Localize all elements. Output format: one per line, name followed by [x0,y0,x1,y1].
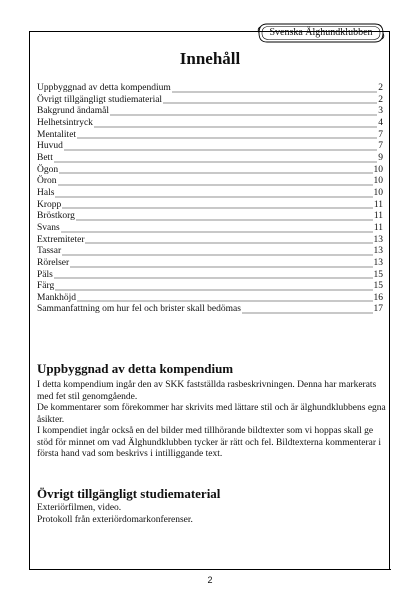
toc-entry-page: 13 [373,257,383,268]
toc-entry-label: Extremiteter [37,234,85,245]
toc-entry[interactable] [37,304,383,316]
toc-dot-leader [94,120,377,128]
toc-entry-label: Mentalitet [37,129,77,140]
paragraph: I detta kompendium ingår den av SKK fastställda rasbeskrivningen. Denna har markerats med fet stil genomgående. [37,380,377,402]
toc-dot-leader [77,131,377,139]
toc-dot-leader [110,108,377,116]
toc-entry-label: Bröstkorg [37,211,75,222]
toc-entry-label: Uppbyggnad av detta kompendium [37,83,171,93]
toc-entry[interactable] [37,258,383,270]
toc-entry[interactable] [37,200,383,212]
toc-entry[interactable] [37,176,383,188]
toc-entry-page: 4 [378,117,383,128]
section-heading-structure: Uppbyggnad av detta kompendium [37,361,234,376]
toc-entry-page: 7 [378,129,383,140]
toc-entry[interactable] [37,293,383,305]
toc-entry-page: 11 [373,222,383,233]
toc-entry[interactable] [37,211,383,223]
toc-entry[interactable] [37,165,383,177]
toc-entry-label: Övrigt tillgängligt studiematerial [37,94,163,105]
toc-dot-leader [54,271,373,279]
toc-dot-leader [62,248,372,256]
toc-entry[interactable] [37,270,383,282]
toc-dot-leader [172,85,377,93]
section-body-material [37,503,387,526]
club-name: Svenska Älghundklubben [269,27,373,38]
section-body-structure [37,380,387,461]
toc-entry-page: 2 [378,94,383,105]
toc-entry-label: Öron [37,176,57,187]
toc-dot-leader [59,166,372,174]
toc-entry-page: 7 [378,141,383,152]
toc-entry-label: Mankhöjd [37,292,77,303]
toc-entry-label: Tassar [37,246,62,257]
toc-entry-page: 11 [373,199,383,210]
toc-entry-label: Hals [37,187,55,198]
toc-dot-leader [85,236,372,244]
toc-entry[interactable] [37,153,383,165]
toc-entry-label: Svans [37,222,60,233]
toc-dot-leader [54,155,377,163]
section-heading-material: Övrigt tillgängligt studiematerial [37,486,221,501]
toc-entry-page: 2 [378,83,383,93]
toc-entry[interactable] [37,281,383,293]
toc-entry-page: 10 [373,187,383,198]
toc-entry-page: 13 [373,246,383,257]
toc-entry[interactable] [37,141,383,153]
toc-entry-page: 16 [373,292,383,303]
paragraph: Protokoll från exteriördomarkonferenser. [37,514,193,525]
toc-dot-leader [64,143,377,151]
toc-entry-page: 17 [373,304,383,315]
toc-entry[interactable] [37,246,383,258]
toc-dot-leader [55,190,372,198]
toc-entry-page: 15 [373,269,383,280]
toc-entry[interactable] [37,223,383,235]
page-number: 2 [207,575,213,585]
toc-entry-page: 13 [373,234,383,245]
toc-entry[interactable] [37,235,383,247]
toc-entry-page: 3 [378,106,383,117]
toc-entry[interactable] [37,130,383,142]
paragraph: De kommentarer som förekommer har skrivits med lättare stil och är älghundklubbens egna åsikter. [37,403,386,425]
toc-entry[interactable] [37,118,383,130]
toc-entry-label: Sammanfattning om hur fel och brister skall bedömas [37,304,241,315]
toc-entry-label: Helhetsintryck [37,117,93,128]
toc-entry[interactable] [37,95,383,107]
toc-entry-label: Färg [37,281,55,292]
toc-entry-page: 9 [378,152,383,163]
table-of-contents [37,83,383,316]
toc-dot-leader [70,260,372,268]
toc-dot-leader [62,201,373,209]
toc-entry-page: 11 [373,211,383,222]
toc-entry-label: Kropp [37,199,62,210]
toc-dot-leader [242,306,373,314]
toc-entry-page: 10 [373,164,383,175]
toc-entry-label: Huvud [37,141,63,152]
toc-entry-label: Rörelser [37,257,70,268]
toc-entry-label: Ögon [37,164,59,175]
toc-entry[interactable] [37,188,383,200]
footer-rule [29,569,391,570]
paragraph: I kompendiet ingår också en del bilder med tillhörande bildtexter som vi hoppas skall ge stöd för minnet om vad Älghundklubben tycker är rätt och fel. Bildtexterna kommenterar i första hand vad som beskrivs i intilliggande text. [37,426,382,459]
toc-dot-leader [76,213,373,221]
toc-entry-label: Bett [37,152,53,163]
toc-title: Innehåll [179,49,241,68]
toc-dot-leader [55,283,372,291]
toc-dot-leader [58,178,373,186]
toc-entry-page: 10 [373,176,383,187]
toc-dot-leader [77,294,372,302]
toc-entry-label: Bakgrund ändamål [37,106,110,117]
toc-entry[interactable] [37,83,383,95]
toc-entry-label: Päls [37,269,53,280]
toc-dot-leader [163,96,377,104]
toc-entry[interactable] [37,106,383,118]
toc-entry-page: 15 [373,281,383,292]
paragraph: Exteriörfilmen, video. [37,503,122,513]
toc-dot-leader [61,225,373,233]
